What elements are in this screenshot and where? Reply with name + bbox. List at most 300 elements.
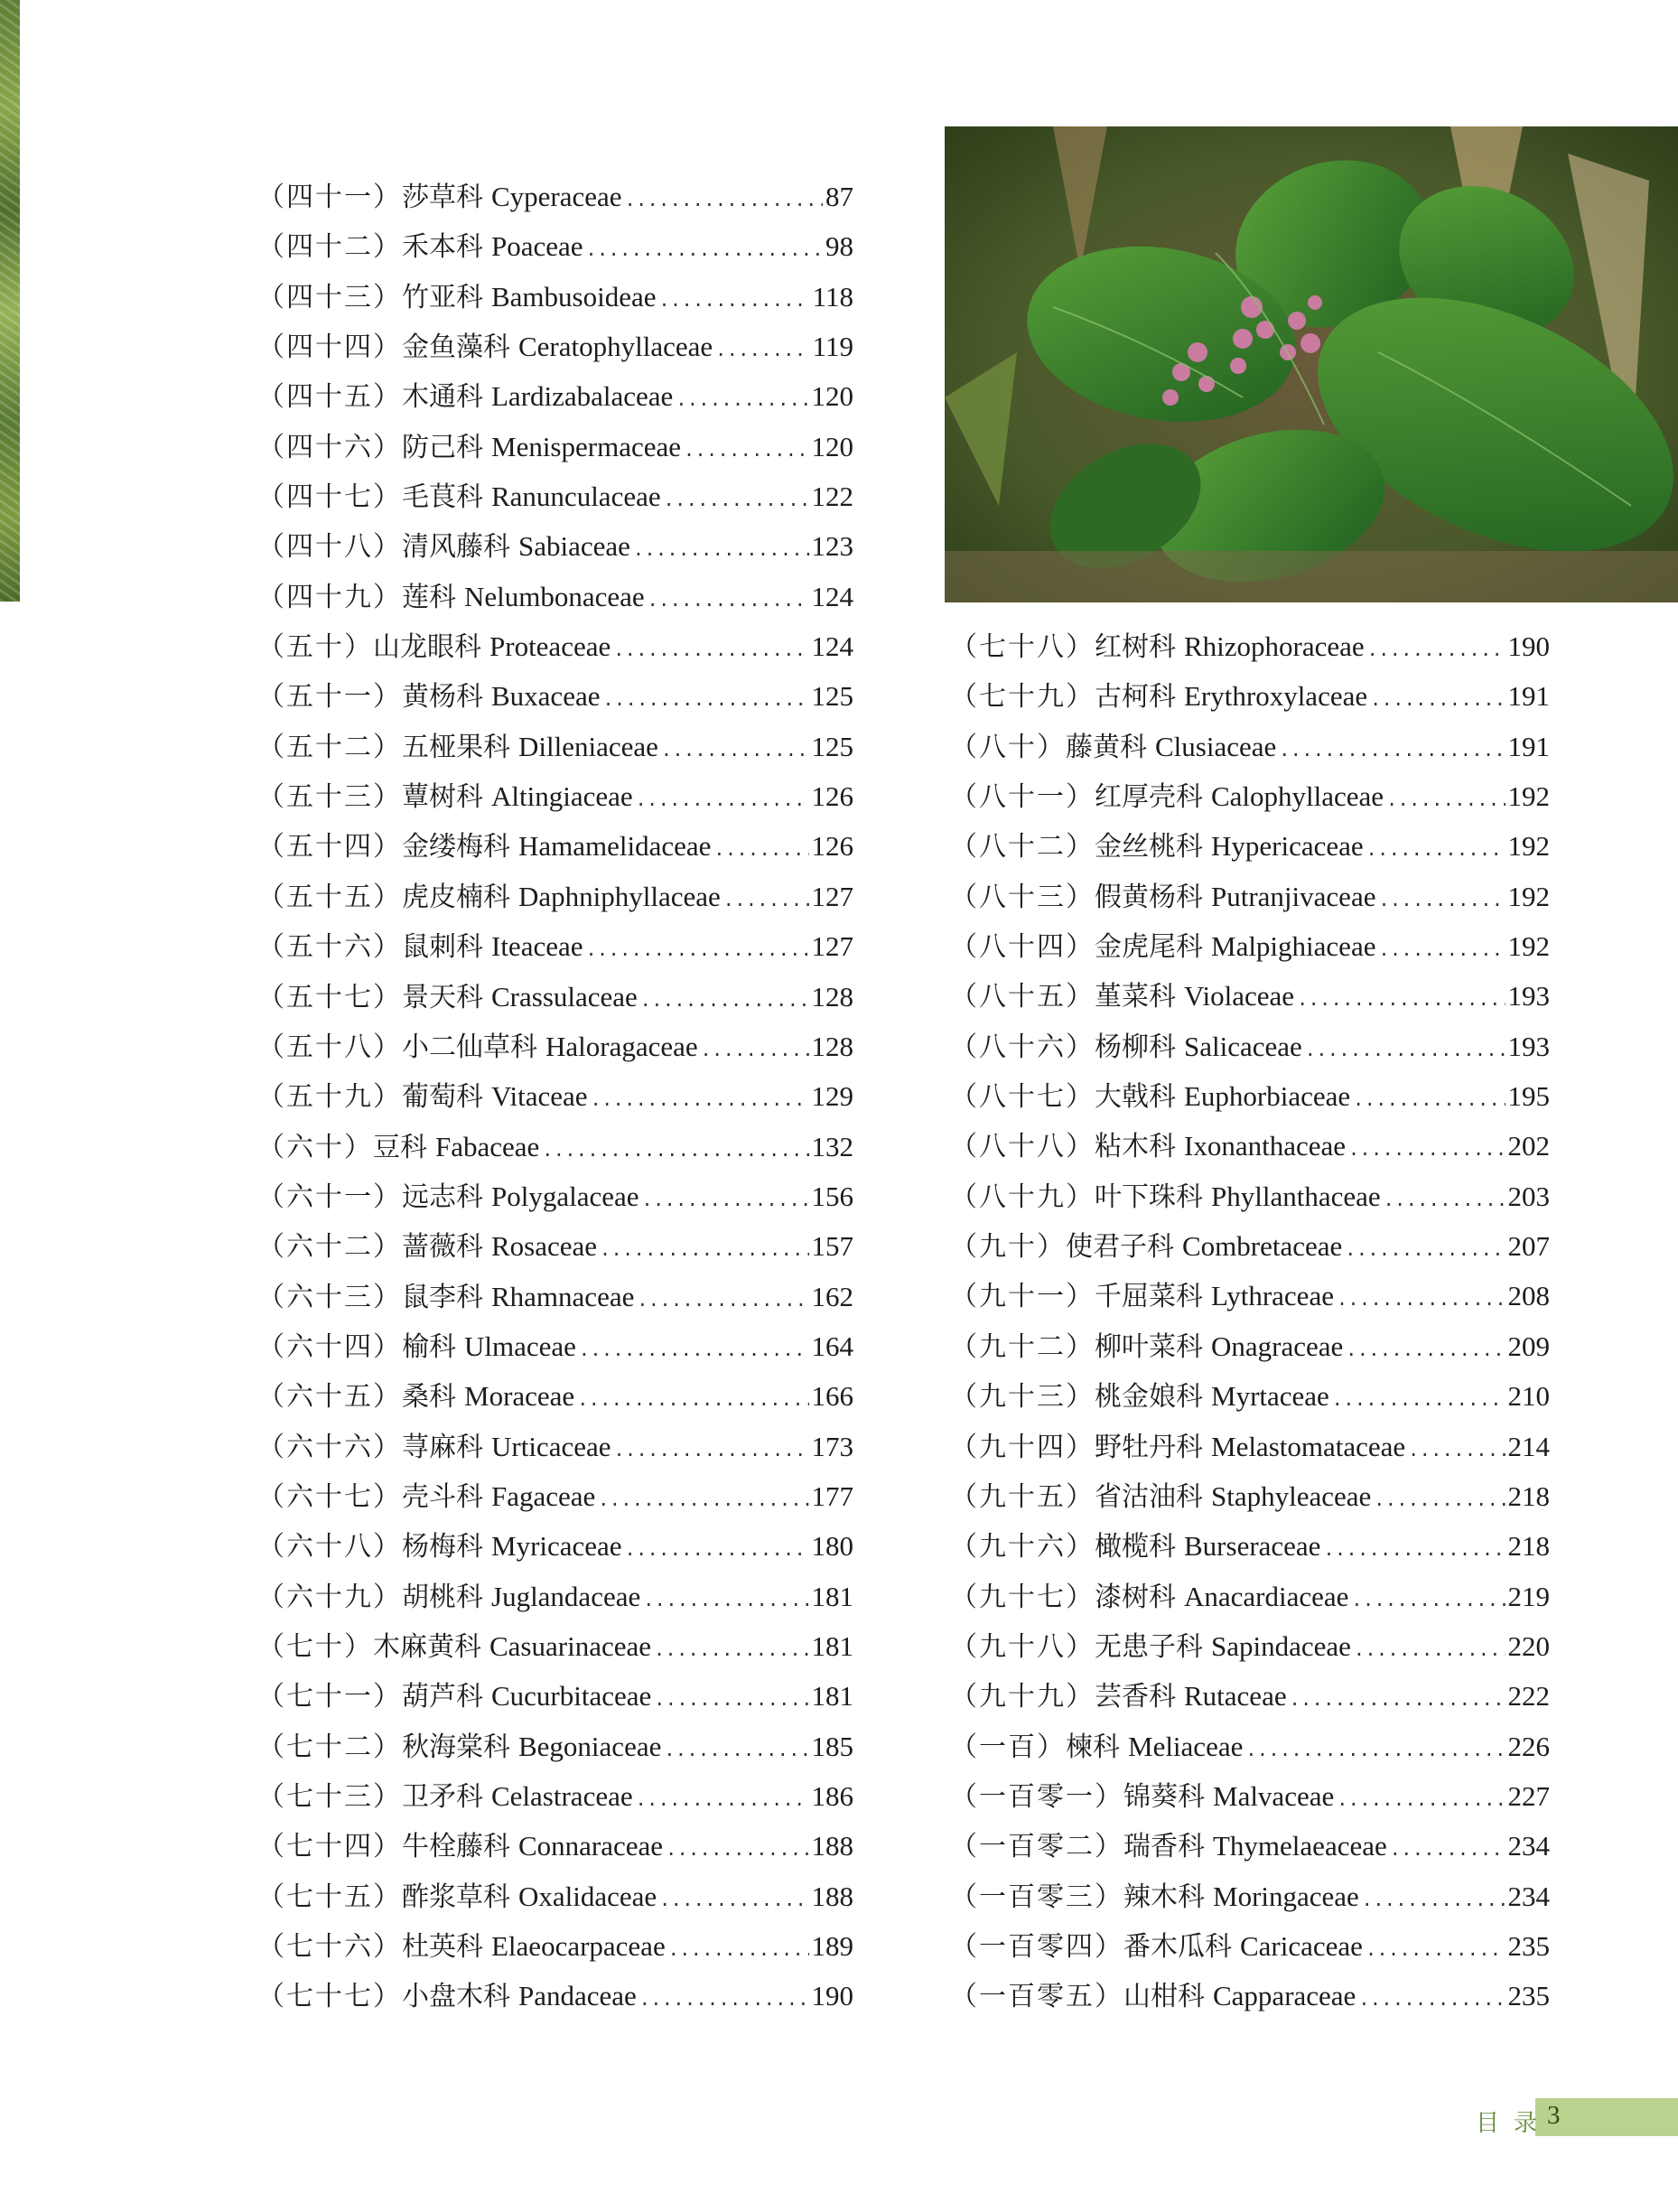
toc-leader-dots (636, 1775, 809, 1825)
toc-entry-chinese-name: 葫芦科 (402, 1681, 483, 1713)
toc-entry-page: 124 (811, 580, 853, 612)
toc-entry-number: （六十二） (257, 1231, 402, 1264)
toc-entry-chinese-name: 假黄杨科 (1095, 881, 1203, 913)
toc-leader-dots (625, 175, 823, 225)
toc-entry-page: 218 (1507, 1479, 1550, 1512)
toc-entry-latin-name: Proteaceae (489, 630, 611, 663)
toc-leader-dots (1362, 1875, 1506, 1925)
toc-entry-number: （四十二） (257, 231, 402, 264)
toc-entry[interactable] (257, 322, 853, 371)
toc-leader-dots (1408, 1425, 1505, 1475)
toc-entry[interactable] (950, 1572, 1550, 1621)
toc-entry-page: 193 (1507, 1030, 1550, 1062)
toc-entry-latin-name: Calophyllaceae (1211, 780, 1384, 813)
toc-entry[interactable] (950, 1371, 1550, 1421)
toc-leader-dots (579, 1325, 809, 1375)
toc-entry-number: （四十七） (257, 481, 402, 514)
toc-entry-number: （七十八） (950, 631, 1095, 663)
toc-entry-page: 177 (811, 1479, 853, 1512)
toc-entry-page: 190 (811, 1980, 853, 2012)
toc-entry-chinese-name: 杨柳科 (1095, 1031, 1176, 1063)
toc-entry-number: （九十） (950, 1231, 1066, 1264)
toc-entry-number: （五十九） (257, 1081, 402, 1114)
toc-entry-page: 120 (811, 380, 853, 413)
toc-leader-dots (1346, 1325, 1505, 1375)
toc-entry-page: 210 (1507, 1380, 1550, 1413)
toc-entry-chinese-name: 鼠李科 (402, 1281, 483, 1313)
toc-entry[interactable] (257, 671, 853, 721)
toc-entry[interactable] (257, 1921, 853, 1971)
toc-entry-latin-name: Capparaceae (1213, 1980, 1356, 2012)
toc-entry-page: 220 (1507, 1629, 1550, 1662)
toc-entry-number: （一百零四） (950, 1930, 1123, 1963)
toc-entry-chinese-name: 山龙眼科 (373, 631, 481, 664)
toc-entry[interactable] (257, 371, 853, 421)
toc-entry[interactable] (950, 1121, 1550, 1171)
toc-leader-dots (1384, 1175, 1506, 1225)
toc-entry-latin-name: Connaraceae (518, 1830, 664, 1862)
toc-leader-dots (598, 1475, 808, 1525)
toc-leader-dots (1305, 1025, 1506, 1075)
toc-entry[interactable] (950, 1971, 1550, 2021)
toc-entry-page: 186 (811, 1780, 853, 1812)
toc-entry-page: 189 (811, 1930, 853, 1963)
toc-entry-latin-name: Thymelaeaceae (1213, 1830, 1387, 1862)
toc-entry-number: （一百零一） (950, 1780, 1123, 1813)
toc-entry-latin-name: Rhizophoraceae (1184, 630, 1365, 662)
toc-entry-page: 126 (811, 830, 853, 863)
toc-entry-latin-name: Vitaceae (491, 1080, 588, 1113)
toc-entry-latin-name: Phyllanthaceae (1211, 1180, 1381, 1212)
toc-entry[interactable] (257, 921, 853, 971)
toc-entry-number: （六十三） (257, 1281, 402, 1313)
toc-entry-chinese-name: 清风藤科 (402, 531, 510, 564)
toc-entry-chinese-name: 杨梅科 (402, 1531, 483, 1563)
toc-leader-dots (1297, 975, 1505, 1024)
toc-entry-page: 188 (811, 1880, 853, 1912)
toc-entry-latin-name: Hamamelidaceae (518, 830, 712, 863)
toc-entry-latin-name: Nelumbonaceae (464, 580, 645, 612)
toc-entry-chinese-name: 省沽油科 (1095, 1480, 1203, 1513)
toc-entry-latin-name: Oxalidaceae (518, 1880, 657, 1912)
toc-entry[interactable] (950, 921, 1550, 971)
toc-leader-dots (1367, 625, 1506, 675)
toc-leader-dots (654, 1625, 809, 1675)
toc-entry-page: 180 (811, 1530, 853, 1563)
toc-entry-latin-name: Poaceae (491, 230, 583, 263)
toc-leader-dots (1348, 1125, 1506, 1174)
toc-leader-dots (625, 1525, 809, 1574)
toc-leader-dots (715, 325, 809, 375)
toc-entry-number: （一百零三） (950, 1881, 1123, 1913)
toc-entry-chinese-name: 木通科 (402, 381, 483, 414)
toc-entry[interactable] (950, 1921, 1550, 1971)
toc-left-column (257, 172, 853, 2021)
toc-entry-chinese-name: 桑科 (402, 1381, 456, 1414)
toc-entry-page: 181 (811, 1580, 853, 1612)
toc-entry-chinese-name: 千屈菜科 (1095, 1281, 1203, 1313)
toc-entry-page: 128 (811, 1030, 853, 1062)
toc-entry-latin-name: Sabiaceae (518, 530, 630, 563)
toc-entry-number: （八十九） (950, 1181, 1095, 1213)
toc-entry-page: 87 (825, 181, 853, 212)
toc-entry-page: 193 (1507, 980, 1550, 1013)
toc-entry-chinese-name: 荨麻科 (402, 1431, 483, 1463)
toc-entry[interactable] (257, 1621, 853, 1671)
toc-leader-dots (1354, 1625, 1506, 1675)
toc-entry-number: （五十一） (257, 681, 402, 714)
toc-entry-number: （八十六） (950, 1031, 1095, 1063)
toc-entry-number: （五十四） (257, 831, 402, 863)
toc-entry-number: （四十一） (257, 182, 402, 213)
toc-entry[interactable] (257, 621, 853, 671)
toc-entry-number: （九十九） (950, 1681, 1095, 1713)
toc-entry-number: （七十七） (257, 1981, 402, 2013)
toc-entry[interactable] (257, 872, 853, 921)
toc-leader-dots (577, 1375, 808, 1424)
toc-entry[interactable] (950, 1621, 1550, 1671)
toc-entry-number: （五十八） (257, 1031, 402, 1063)
toc-entry-number: （四十九） (257, 581, 402, 613)
toc-entry-chinese-name: 小二仙草科 (402, 1031, 537, 1063)
toc-entry-number: （六十七） (257, 1480, 402, 1513)
toc-entry[interactable] (950, 1521, 1550, 1571)
toc-entry[interactable] (257, 821, 853, 871)
toc-entry[interactable] (950, 771, 1550, 821)
toc-entry[interactable] (950, 1671, 1550, 1721)
toc-entry[interactable] (257, 1371, 853, 1421)
toc-entry-latin-name: Moraceae (464, 1380, 575, 1413)
toc-entry-chinese-name: 锦葵科 (1123, 1780, 1205, 1813)
toc-entry[interactable] (257, 1221, 853, 1271)
toc-entry[interactable] (257, 1022, 853, 1071)
left-edge-photo-strip (0, 0, 20, 602)
toc-leader-dots (648, 575, 809, 625)
toc-entry-latin-name: Haloragaceae (545, 1030, 698, 1062)
toc-entry-number: （七十五） (257, 1881, 402, 1913)
toc-entry-page: 202 (1507, 1130, 1550, 1162)
toc-entry-number: （一百零二） (950, 1831, 1123, 1863)
toc-entry-number: （八十五） (950, 981, 1095, 1013)
toc-entry-latin-name: Erythroxylaceae (1184, 680, 1368, 713)
toc-entry[interactable] (950, 1071, 1550, 1121)
toc-entry-number: （五十六） (257, 931, 402, 964)
toc-leader-dots (1358, 1974, 1505, 2024)
toc-entry-page: 162 (811, 1280, 853, 1312)
toc-entry[interactable] (257, 1722, 853, 1771)
toc-entry-latin-name: Anacardiaceae (1184, 1580, 1349, 1612)
toc-entry-number: （七十二） (257, 1731, 402, 1763)
toc-entry-latin-name: Staphyleaceae (1211, 1479, 1372, 1512)
toc-leader-dots (633, 525, 809, 574)
toc-entry-latin-name: Ranunculaceae (491, 481, 661, 513)
toc-entry-page: 235 (1507, 1929, 1550, 1962)
toc-leader-dots (643, 1575, 808, 1625)
toc-leader-dots (1337, 1274, 1506, 1324)
toc-entry[interactable] (257, 422, 853, 471)
toc-entry[interactable] (950, 872, 1550, 921)
toc-entry-latin-name: Polygalaceae (491, 1180, 639, 1212)
toc-entry-latin-name: Crassulaceae (491, 980, 638, 1013)
toc-leader-dots (642, 1175, 809, 1225)
toc-entry-latin-name: Fabaceae (435, 1130, 540, 1162)
toc-entry-number: （一百零五） (950, 1981, 1123, 2013)
toc-leader-dots (1386, 775, 1505, 825)
toc-leader-dots (668, 1925, 809, 1974)
toc-leader-dots (676, 375, 808, 425)
toc-entry[interactable] (950, 1871, 1550, 1921)
toc-entry[interactable] (257, 771, 853, 821)
toc-leader-dots (1366, 1925, 1506, 1974)
toc-entry[interactable] (257, 521, 853, 571)
toc-entry-latin-name: Putranjivaceae (1211, 880, 1376, 912)
toc-entry[interactable] (950, 1171, 1550, 1221)
toc-entry-page: 185 (811, 1730, 853, 1762)
toc-entry-chinese-name: 芸香科 (1095, 1681, 1176, 1713)
toc-entry-chinese-name: 虎皮楠科 (402, 881, 510, 913)
toc-entry[interactable] (257, 1572, 853, 1621)
footer-page-number: 3 (1547, 2101, 1561, 2130)
toc-entry-chinese-name: 橄榄科 (1095, 1531, 1176, 1563)
toc-entry-chinese-name: 豆科 (373, 1131, 427, 1163)
toc-entry[interactable] (257, 1771, 853, 1821)
toc-leader-dots (659, 1875, 808, 1925)
toc-entry-latin-name: Iteaceae (491, 930, 583, 963)
toc-entry[interactable] (257, 1521, 853, 1571)
toc-entry-page: 191 (1507, 680, 1550, 713)
toc-entry-number: （五十二） (257, 731, 402, 763)
toc-leader-dots (639, 1974, 809, 2024)
toc-right-column (950, 621, 1550, 2021)
toc-leader-dots (666, 1825, 808, 1874)
toc-entry-page: 125 (811, 680, 853, 713)
toc-entry-latin-name: Casuarinaceae (489, 1629, 651, 1662)
toc-entry-chinese-name: 柳叶菜科 (1095, 1330, 1203, 1363)
toc-entry[interactable] (950, 1722, 1550, 1771)
toc-leader-dots (664, 1725, 808, 1775)
toc-leader-dots (1337, 1775, 1505, 1825)
toc-entry[interactable] (950, 722, 1550, 771)
toc-entry-number: （八十七） (950, 1081, 1095, 1114)
toc-leader-dots (1366, 825, 1506, 874)
toc-entry[interactable] (257, 572, 853, 621)
toc-entry-latin-name: Hypericaceae (1211, 830, 1364, 863)
toc-entry-latin-name: Salicaceae (1184, 1030, 1302, 1062)
toc-entry[interactable] (257, 172, 853, 221)
toc-entry-page: 192 (1507, 930, 1550, 963)
toc-entry-number: （八十二） (950, 831, 1095, 863)
toc-entry-page: 234 (1507, 1880, 1550, 1912)
toc-entry[interactable] (257, 1272, 853, 1321)
toc-entry-latin-name: Rosaceae (491, 1230, 598, 1263)
toc-entry-page: 190 (1507, 630, 1550, 662)
toc-entry-page: 129 (811, 1080, 853, 1113)
toc-entry[interactable] (257, 1821, 853, 1871)
toc-entry-chinese-name: 防己科 (402, 431, 483, 463)
toc-entry[interactable] (950, 971, 1550, 1021)
toc-entry-latin-name: Cucurbitaceae (491, 1680, 652, 1713)
toc-entry-number: （四十五） (257, 381, 402, 414)
toc-entry-latin-name: Daphniphyllaceae (518, 880, 721, 912)
toc-entry-number: （四十八） (257, 531, 402, 564)
toc-entry-number: （九十三） (950, 1381, 1095, 1414)
toc-leader-dots (1245, 1725, 1505, 1775)
toc-leader-dots (659, 275, 810, 325)
toc-entry-latin-name: Euphorbiaceae (1184, 1080, 1351, 1113)
toc-entry[interactable] (257, 1871, 853, 1921)
toc-entry-page: 157 (811, 1230, 853, 1263)
toc-entry-chinese-name: 秋海棠科 (402, 1731, 510, 1763)
toc-leader-dots (586, 225, 823, 275)
toc-leader-dots (614, 1425, 809, 1475)
toc-entry[interactable] (257, 1422, 853, 1471)
toc-entry-number: （七十四） (257, 1831, 402, 1863)
toc-entry[interactable] (257, 722, 853, 771)
toc-entry-number: （四十三） (257, 281, 402, 313)
toc-entry[interactable] (257, 1971, 853, 2021)
toc-entry[interactable] (257, 1171, 853, 1221)
toc-entry-latin-name: Myricaceae (491, 1530, 622, 1563)
toc-entry-page: 192 (1507, 830, 1550, 863)
toc-entry-number: （五十三） (257, 781, 402, 814)
toc-entry-chinese-name: 小盘木科 (402, 1981, 510, 2013)
toc-entry-chinese-name: 鼠刺科 (402, 931, 483, 964)
toc-entry[interactable] (950, 1271, 1550, 1321)
toc-entry-page: 166 (811, 1380, 853, 1413)
toc-entry-page: 132 (811, 1130, 853, 1162)
toc-entry-number: （八十） (950, 731, 1066, 763)
toc-entry[interactable] (257, 272, 853, 322)
toc-entry-latin-name: Ceratophyllaceae (518, 331, 713, 363)
toc-entry-page: 195 (1507, 1080, 1550, 1113)
toc-entry-chinese-name: 莎草科 (402, 182, 483, 213)
toc-leader-dots (661, 725, 809, 775)
toc-entry[interactable] (257, 1071, 853, 1121)
toc-leader-dots (591, 1075, 809, 1125)
toc-entry-number: （七十） (257, 1630, 373, 1663)
toc-entry[interactable] (257, 972, 853, 1022)
toc-entry-number: （八十四） (950, 931, 1095, 964)
toc-entry-number: （四十四） (257, 331, 402, 364)
toc-entry-number: （九十四） (950, 1431, 1095, 1463)
toc-entry-latin-name: Altingiaceae (491, 780, 633, 813)
toc-entry-latin-name: Menispermaceae (491, 430, 681, 462)
toc-entry[interactable] (950, 1221, 1550, 1271)
toc-leader-dots (636, 775, 809, 825)
toc-entry-page: 120 (811, 430, 853, 462)
toc-entry-number: （九十六） (950, 1531, 1095, 1563)
toc-entry[interactable] (950, 1821, 1550, 1871)
toc-entry-latin-name: Juglandaceae (491, 1580, 641, 1612)
toc-entry-number: （五十） (257, 631, 373, 664)
toc-entry-latin-name: Bambusoideae (491, 280, 657, 313)
toc-leader-dots (600, 1225, 808, 1274)
toc-entry-chinese-name: 蕈树科 (402, 781, 483, 814)
toc-entry[interactable] (257, 1122, 853, 1171)
toc-entry-chinese-name: 桃金娘科 (1095, 1381, 1203, 1414)
toc-leader-dots (602, 675, 808, 724)
toc-entry-chinese-name: 野牡丹科 (1095, 1431, 1203, 1463)
toc-leader-dots (1345, 1225, 1505, 1274)
toc-entry-number: （六十五） (257, 1381, 402, 1414)
toc-entry[interactable] (950, 621, 1550, 671)
toc-entry[interactable] (257, 1471, 853, 1521)
toc-entry[interactable] (950, 1771, 1550, 1821)
toc-entry-chinese-name: 葡萄科 (402, 1081, 483, 1114)
toc-leader-dots (1378, 925, 1505, 975)
toc-entry-chinese-name: 瑞香科 (1123, 1831, 1205, 1863)
toc-entry[interactable] (950, 1422, 1550, 1471)
toc-entry-chinese-name: 莲科 (402, 581, 456, 613)
toc-entry-chinese-name: 红树科 (1095, 631, 1176, 663)
toc-entry[interactable] (257, 471, 853, 521)
toc-entry[interactable] (257, 1321, 853, 1371)
toc-entry-latin-name: Combretaceae (1182, 1230, 1343, 1263)
toc-entry[interactable] (950, 821, 1550, 871)
toc-entry-number: （九十一） (950, 1281, 1095, 1313)
toc-entry[interactable] (257, 1671, 853, 1721)
toc-leader-dots (613, 625, 808, 675)
toc-entry[interactable] (257, 221, 853, 271)
toc-entry-number: （七十六） (257, 1931, 402, 1964)
toc-entry-number: （七十一） (257, 1681, 402, 1713)
toc-entry-latin-name: Ulmaceae (464, 1330, 576, 1362)
toc-entry-number: （八十一） (950, 781, 1095, 814)
toc-entry-chinese-name: 叶下珠科 (1095, 1181, 1203, 1213)
toc-leader-dots (542, 1125, 808, 1175)
toc-entry-chinese-name: 景天科 (402, 981, 483, 1013)
toc-entry-latin-name: Malpighiaceae (1211, 930, 1376, 963)
toc-entry[interactable] (950, 1022, 1550, 1071)
toc-entry-number: （六十九） (257, 1581, 402, 1613)
toc-entry-number: （六十六） (257, 1431, 402, 1463)
toc-entry-chinese-name: 牛栓藤科 (402, 1831, 510, 1863)
toc-leader-dots (1390, 1825, 1506, 1874)
toc-leader-dots (1378, 875, 1505, 925)
toc-entry[interactable] (950, 1471, 1550, 1521)
toc-leader-dots (1353, 1075, 1505, 1125)
toc-entry-page: 124 (811, 630, 853, 663)
toc-entry-latin-name: Buxaceae (491, 680, 601, 713)
toc-entry-chinese-name: 红厚壳科 (1095, 781, 1203, 814)
toc-entry-page: 127 (811, 880, 853, 912)
toc-entry-latin-name: Caricaceae (1240, 1929, 1363, 1962)
toc-entry-latin-name: Lardizabalaceae (491, 380, 674, 413)
toc-entry-latin-name: Dilleniaceae (518, 730, 658, 762)
toc-entry-chinese-name: 五桠果科 (402, 731, 510, 763)
toc-leader-dots (1323, 1525, 1505, 1574)
toc-entry-latin-name: Moringaceae (1213, 1880, 1359, 1912)
toc-entry[interactable] (950, 1321, 1550, 1371)
toc-entry-latin-name: Burseraceae (1184, 1530, 1321, 1563)
toc-entry-page: 173 (811, 1430, 853, 1462)
toc-entry-chinese-name: 胡桃科 (402, 1581, 483, 1613)
toc-entry-number: （八十八） (950, 1131, 1095, 1163)
toc-entry-page: 227 (1507, 1779, 1550, 1812)
toc-entry-number: （六十） (257, 1131, 373, 1163)
toc-entry-page: 219 (1507, 1580, 1550, 1612)
toc-leader-dots (640, 975, 809, 1025)
toc-leader-dots (1279, 725, 1505, 775)
toc-entry-page: 164 (811, 1330, 853, 1362)
toc-entry-latin-name: Lythraceae (1211, 1280, 1334, 1312)
toc-entry-chinese-name: 粘木科 (1095, 1131, 1176, 1163)
toc-entry[interactable] (950, 671, 1550, 721)
toc-entry-number: （五十五） (257, 881, 402, 913)
toc-entry-chinese-name: 大戟科 (1095, 1081, 1176, 1114)
toc-entry-page: 192 (1507, 880, 1550, 912)
toc-entry-chinese-name: 漆树科 (1095, 1581, 1176, 1613)
